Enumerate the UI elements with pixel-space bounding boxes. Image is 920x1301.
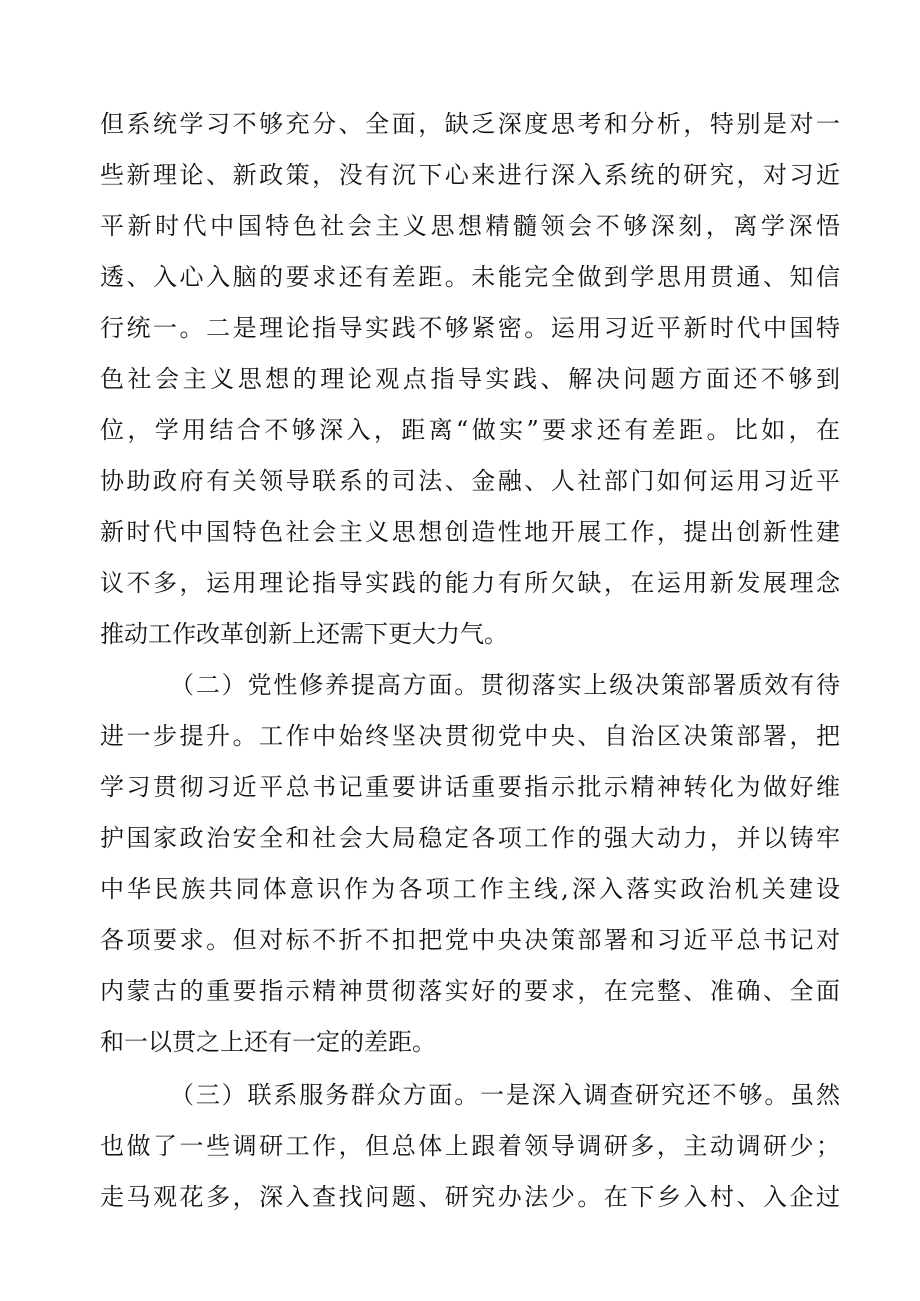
section-heading-2: （二）党性修养提高方面。贯彻落实上级决策部署质效有待 <box>170 671 840 699</box>
section-heading-3: （三）联系服务群众方面。一是深入调查研究还不够。虽然 <box>170 1081 840 1109</box>
text-line-17: 各项要求。但对标不折不扣把党中央决策部署和习近平总书记对 <box>100 926 840 954</box>
text-line-22: 走马观花多，深入查找问题、研究办法少。在下乡入村、入企过 <box>100 1183 840 1211</box>
text-line-7: 位，学用结合不够深入，距离“做实”要求还有差距。比如，在 <box>100 416 840 444</box>
text-line-13: 进一步提升。工作中始终坚决贯彻党中央、自治区决策部署，把 <box>100 722 840 750</box>
text-line-10: 议不多，运用理论指导实践的能力有所欠缺，在运用新发展理念 <box>100 569 840 597</box>
text-line-4: 透、入心入脑的要求还有差距。未能完全做到学思用贯通、知信 <box>100 263 840 291</box>
text-line-11: 推动工作改革创新上还需下更大力气。 <box>100 620 508 648</box>
text-line-3: 平新时代中国特色社会主义思想精髓领会不够深刻，离学深悟 <box>100 212 840 240</box>
text-line-9: 新时代中国特色社会主义思想创造性地开展工作，提出创新性建 <box>100 518 840 546</box>
text-line-8: 协助政府有关领导联系的司法、金融、人社部门如何运用习近平 <box>100 467 840 495</box>
text-line-15: 护国家政治安全和社会大局稳定各项工作的强大动力，并以铸牢 <box>100 824 840 852</box>
text-line-14: 学习贯彻习近平总书记重要讲话重要指示批示精神转化为做好维 <box>100 773 840 801</box>
text-line-5: 行统一。二是理论指导实践不够紧密。运用习近平新时代中国特 <box>100 314 840 342</box>
text-line-21: 也做了一些调研工作，但总体上跟着领导调研多，主动调研少； <box>100 1132 840 1160</box>
text-line-1: 但系统学习不够充分、全面，缺乏深度思考和分析，特别是对一 <box>100 110 840 138</box>
text-line-16: 中华民族共同体意识作为各项工作主线,深入落实政治机关建设 <box>100 875 840 903</box>
text-line-6: 色社会主义思想的理论观点指导实践、解决问题方面还不够到 <box>100 365 840 393</box>
text-line-19: 和一以贯之上还有一定的差距。 <box>100 1028 436 1056</box>
text-line-18: 内蒙古的重要指示精神贯彻落实好的要求，在完整、准确、全面 <box>100 977 840 1005</box>
text-line-2: 些新理论、新政策，没有沉下心来进行深入系统的研究，对习近 <box>100 161 840 189</box>
